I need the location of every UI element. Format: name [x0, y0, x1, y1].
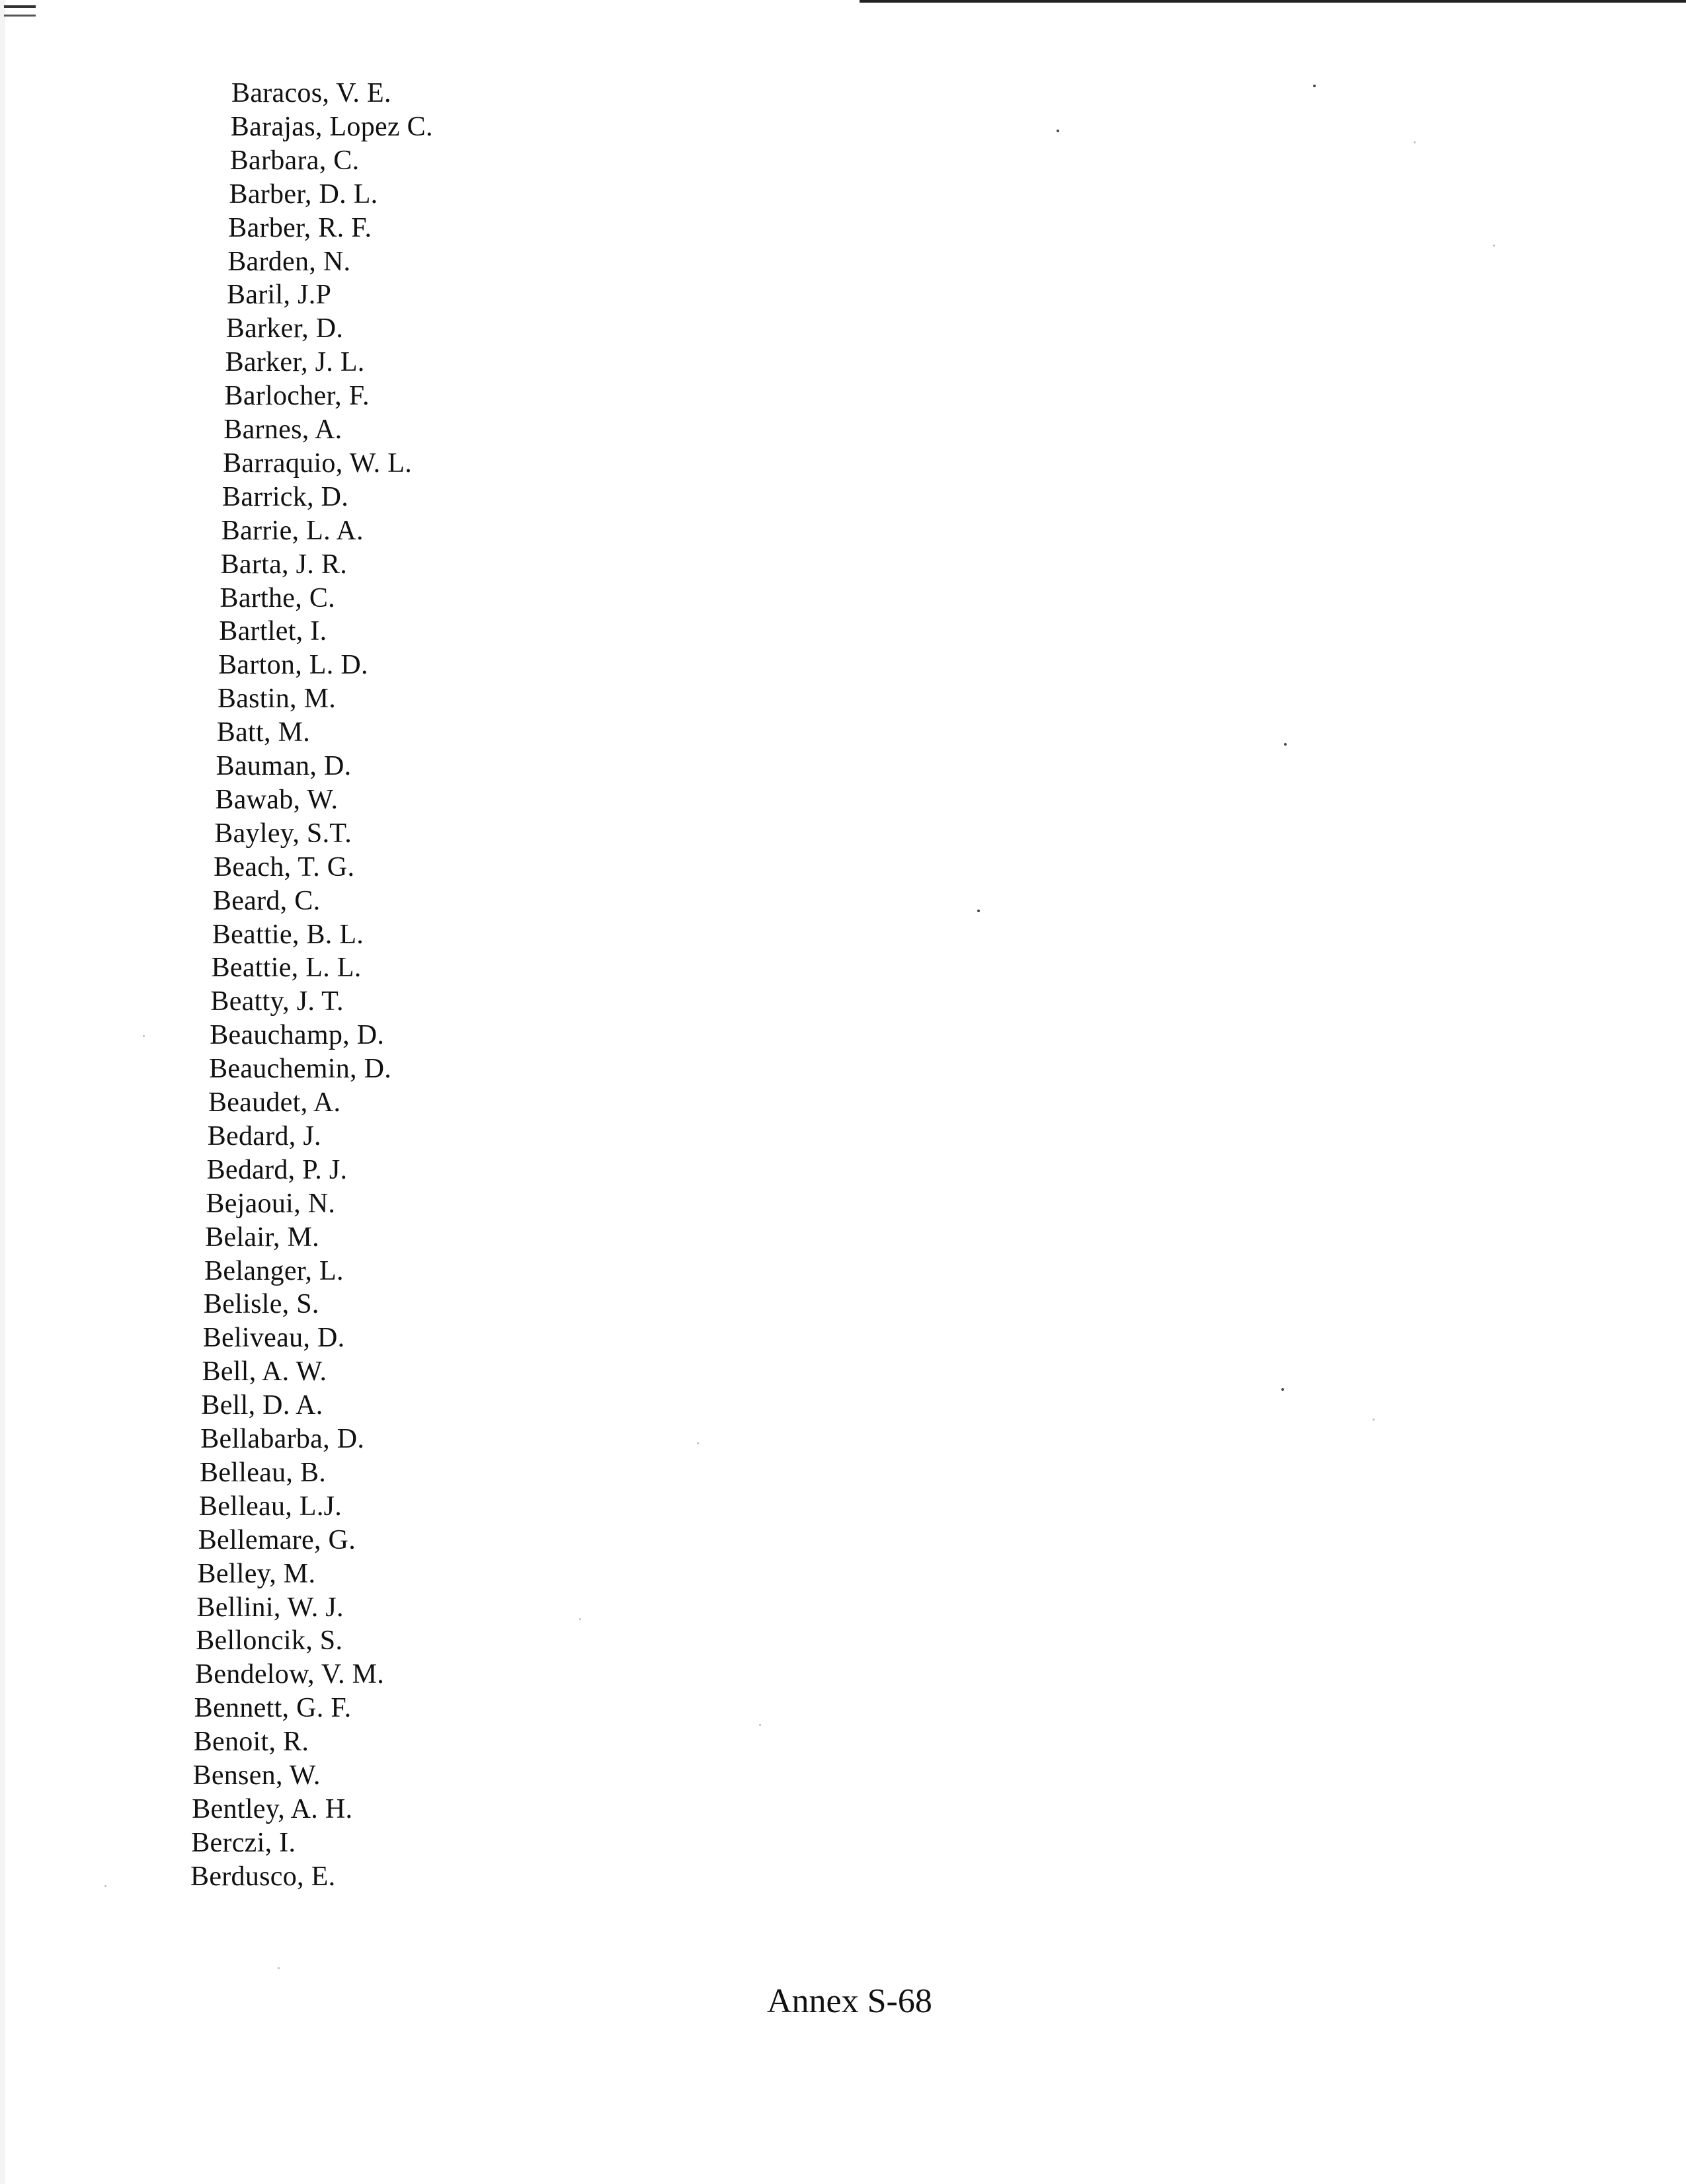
list-item: Bedard, J. — [207, 1120, 321, 1151]
scan-speck — [579, 1618, 581, 1620]
list-item: Bentley, A. H. — [192, 1793, 353, 1824]
list-item: Belley, M. — [197, 1558, 316, 1589]
list-item: Barber, D. L. — [229, 178, 378, 210]
list-item: Bastin, M. — [217, 683, 337, 715]
list-item: Barrick, D. — [222, 481, 349, 512]
list-item: Barrie, L. A. — [221, 515, 364, 546]
list-item: Bellini, W. J. — [196, 1592, 344, 1623]
list-item: Belleau, L.J. — [198, 1491, 342, 1522]
list-item: Barker, J. L. — [225, 347, 365, 378]
list-item: Barlocher, F. — [224, 381, 370, 412]
scan-speck — [1057, 130, 1059, 132]
list-item: Bennett, G. F. — [194, 1693, 352, 1724]
list-item: Belleau, B. — [200, 1457, 327, 1488]
list-item: Beattie, L. L. — [211, 953, 362, 984]
list-item: Belloncik, S. — [196, 1625, 343, 1657]
scan-speck — [977, 910, 980, 912]
list-item: Beaudet, A. — [208, 1087, 341, 1118]
list-item: Barta, J. R. — [220, 549, 348, 580]
scan-speck — [1493, 245, 1495, 247]
list-item: Bell, D. A. — [201, 1390, 323, 1421]
scan-speck — [278, 1967, 280, 1969]
list-item: Barnes, A. — [223, 414, 342, 445]
list-item: Beauchamp, D. — [210, 1020, 385, 1051]
list-item: Barton, L. D. — [218, 650, 368, 681]
scan-edge-top — [860, 0, 1686, 3]
page-label: Annex S-68 — [767, 1982, 932, 2020]
list-item: Barajas, Lopez C. — [230, 111, 433, 142]
list-item: Bell, A. W. — [202, 1356, 327, 1387]
list-item: Bejaoui, N. — [206, 1188, 336, 1219]
scan-speck — [1373, 1419, 1375, 1421]
list-item: Beach, T. G. — [214, 851, 355, 882]
list-item: Barthe, C. — [220, 582, 335, 613]
list-item: Barber, R. F. — [228, 212, 372, 243]
list-item: Beliveau, D. — [202, 1323, 345, 1354]
list-item: Bawab, W. — [215, 784, 339, 815]
list-item: Bensen, W. — [192, 1760, 321, 1791]
list-item: Batt, M. — [216, 717, 311, 748]
list-item: Bartlet, I. — [219, 616, 327, 647]
corner-scan-mark — [4, 5, 36, 17]
list-item: Barker, D. — [225, 313, 344, 344]
list-item: Bellemare, G. — [198, 1524, 356, 1555]
list-item: Belanger, L. — [204, 1255, 344, 1286]
scan-speck — [1281, 1388, 1284, 1391]
list-item: Barraquio, W. L. — [223, 448, 413, 479]
list-item: Bauman, D. — [216, 751, 352, 781]
scan-edge-left — [0, 0, 5, 2184]
scan-speck — [104, 1885, 106, 1887]
list-item: Bayley, S.T. — [214, 818, 352, 849]
list-item: Baril, J.P — [227, 280, 332, 311]
list-item: Berdusco, E. — [190, 1861, 336, 1892]
list-item: Baracos, V. E. — [231, 78, 391, 108]
scan-speck — [759, 1724, 761, 1726]
list-item: Barbara, C. — [229, 145, 360, 176]
list-item: Bellabarba, D. — [200, 1424, 365, 1454]
list-item: Bedard, P. J. — [206, 1154, 348, 1185]
list-item: Belair, M. — [205, 1222, 319, 1253]
list-item: Berczi, I. — [191, 1827, 296, 1858]
list-item: Beattie, B. L. — [212, 919, 364, 950]
list-item: Beatty, J. T. — [210, 986, 344, 1017]
scan-speck — [143, 1035, 145, 1037]
list-item: Beard, C. — [212, 885, 321, 916]
list-item: Bendelow, V. M. — [195, 1659, 385, 1690]
scan-speck — [1284, 743, 1287, 746]
list-item: Barden, N. — [227, 246, 351, 277]
scan-speck — [697, 1442, 699, 1444]
list-item: Beauchemin, D. — [209, 1054, 392, 1085]
scan-speck — [1414, 141, 1416, 143]
list-item: Benoit, R. — [193, 1727, 309, 1758]
list-item: Belisle, S. — [203, 1289, 319, 1320]
scan-speck — [1313, 85, 1316, 87]
